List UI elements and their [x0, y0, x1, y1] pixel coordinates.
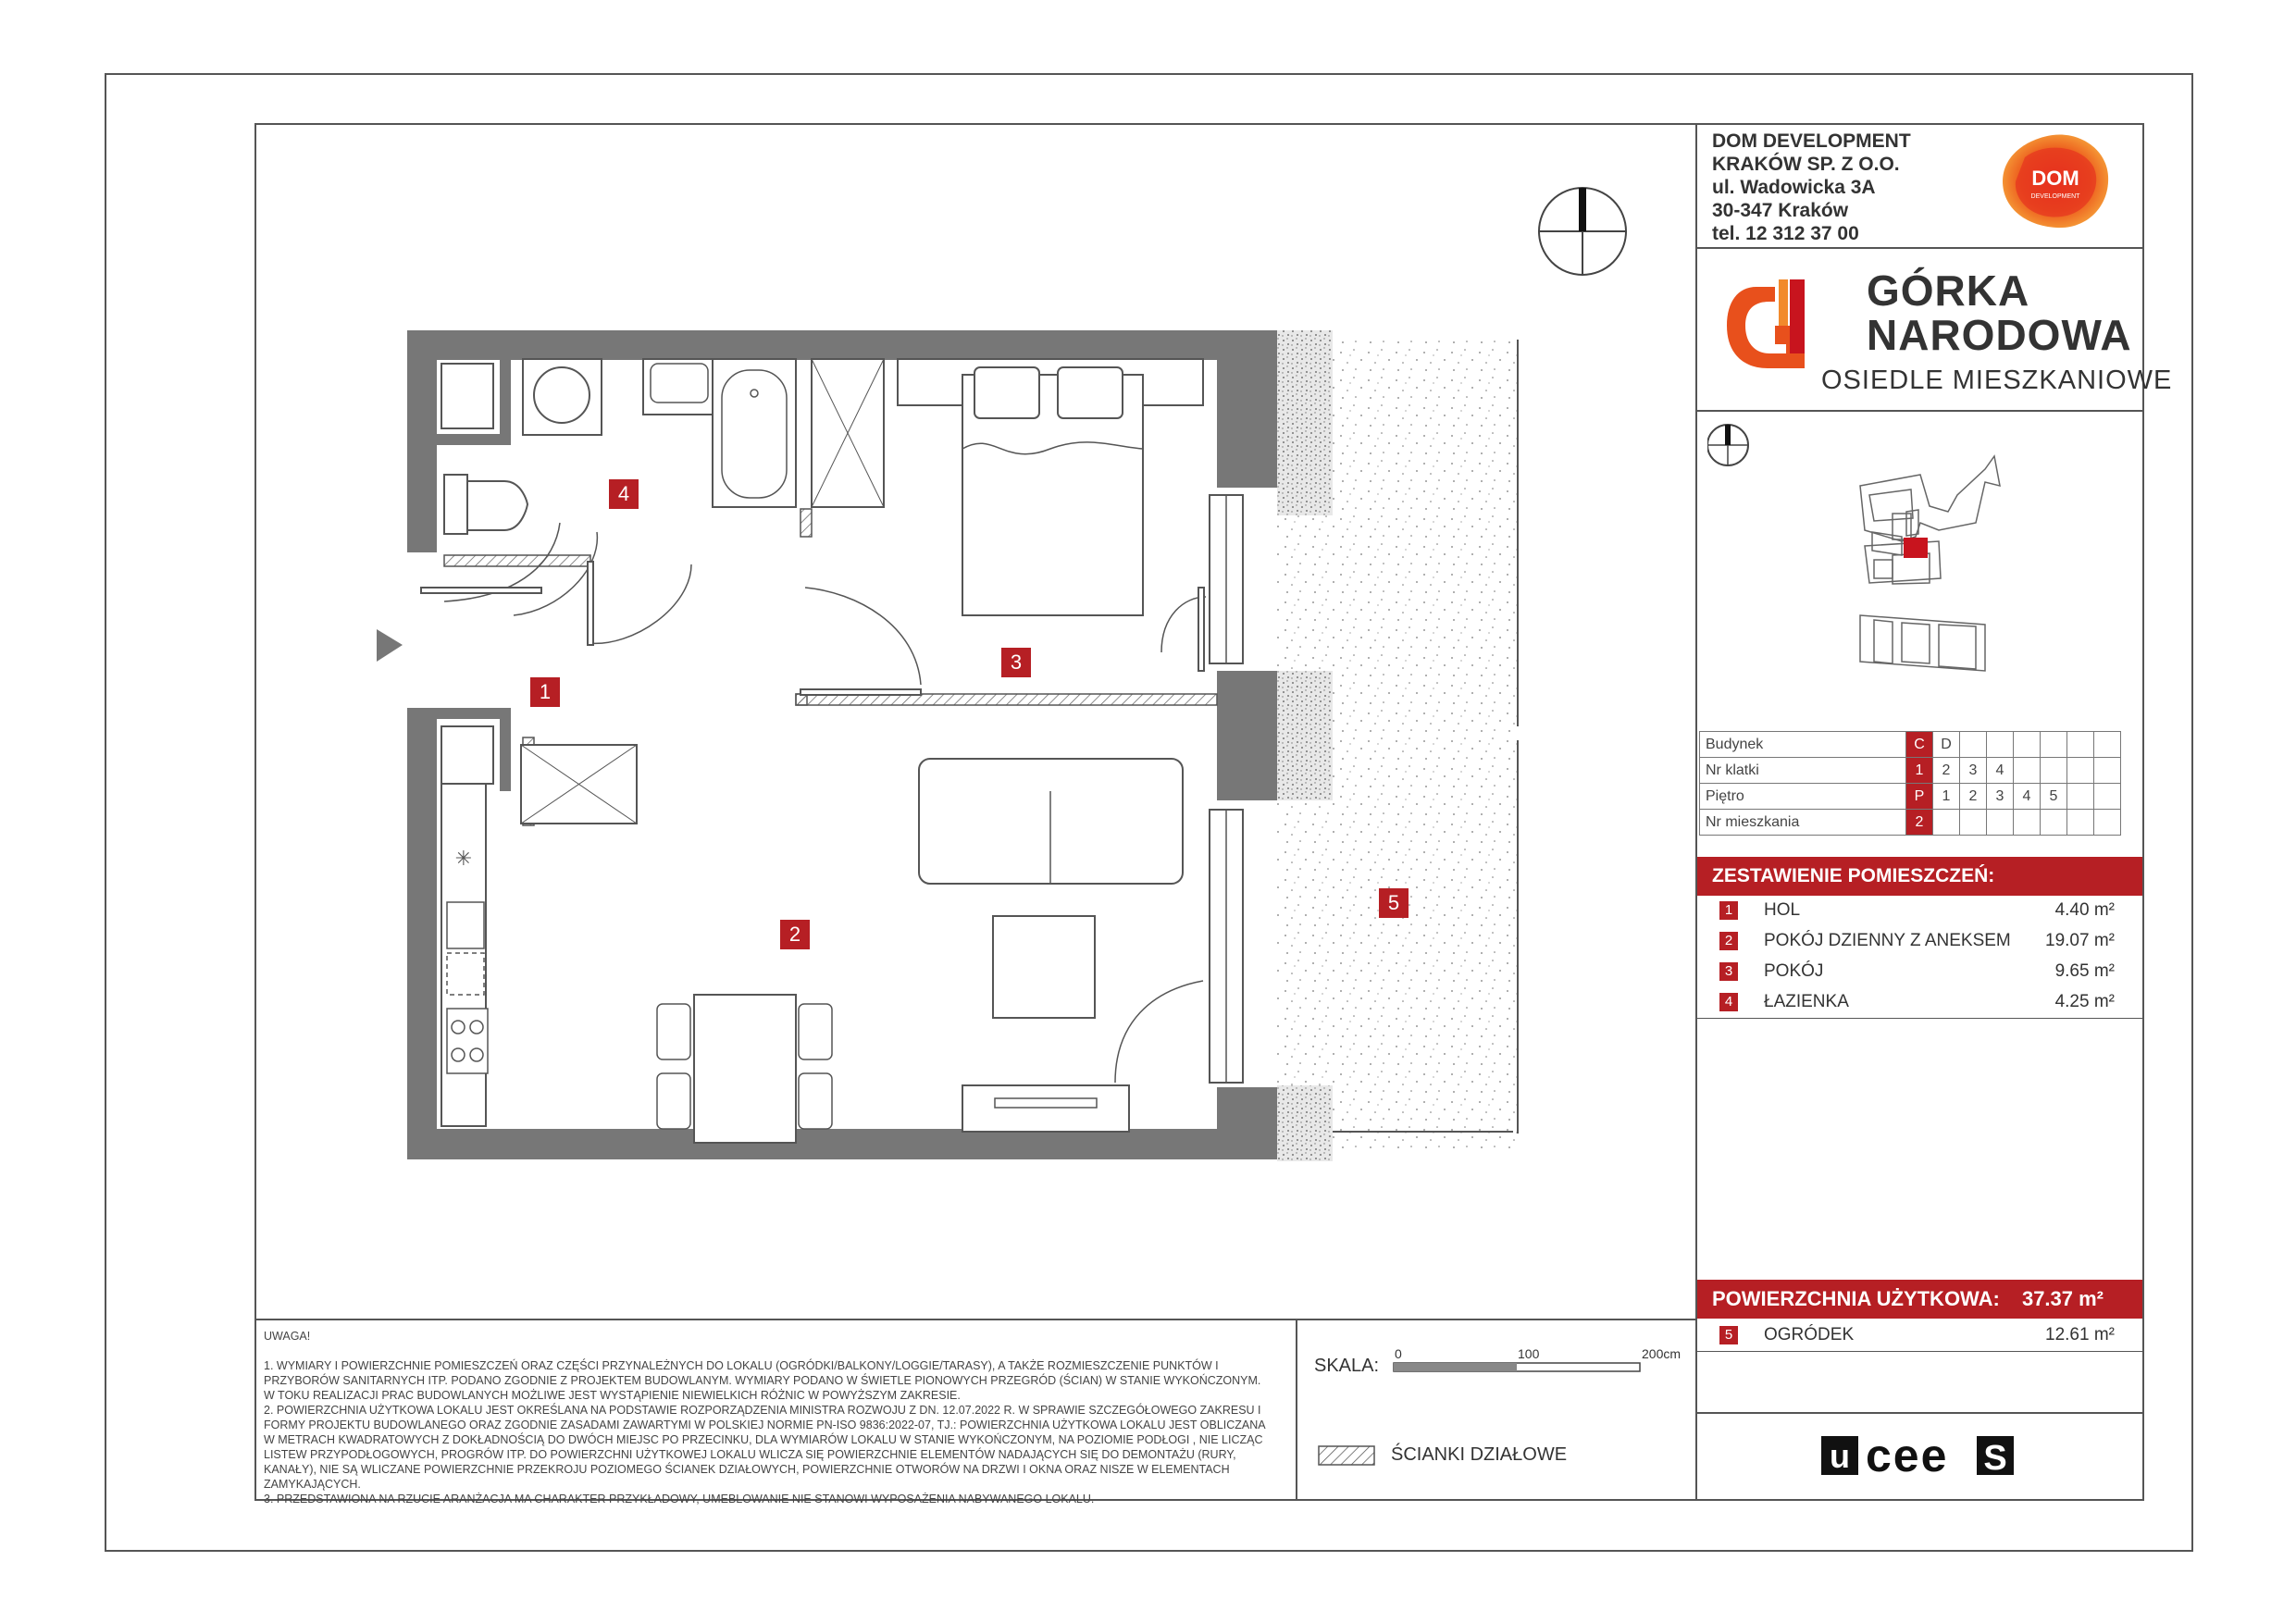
- project-title-line2: NARODOWA: [1867, 311, 2132, 359]
- room-area: 4.25 m²: [2054, 992, 2115, 1011]
- table-cell: 1: [1906, 758, 1933, 784]
- table-cell: [2067, 784, 2094, 810]
- scale-bar: [1393, 1360, 1643, 1375]
- plan-room-label: 3: [1001, 648, 1031, 677]
- svg-text:u: u: [1830, 1437, 1850, 1475]
- room-row: [1712, 926, 2133, 957]
- row-label: Nr mieszkania: [1700, 810, 1906, 836]
- room-row: [1712, 987, 2133, 1018]
- scale-tick: 200cm: [1642, 1346, 1682, 1361]
- table-cell: 5: [2041, 784, 2067, 810]
- table-row: [1700, 784, 2121, 810]
- table-cell: [1987, 810, 2014, 836]
- rooms-header: ZESTAWIENIE POMIESZCZEŃ:: [1697, 857, 2142, 896]
- table-cell: 3: [1987, 784, 2014, 810]
- table-cell: [2041, 758, 2067, 784]
- company-line: ul. Wadowicka 3A: [1712, 177, 1876, 198]
- room-area: 4.40 m²: [2054, 900, 2115, 920]
- ucees-logo-text: [2023, 1432, 2024, 1433]
- svg-text:✳: ✳: [454, 848, 473, 871]
- dom-logo-subtext: DEVELOPMENT: [2030, 193, 2080, 200]
- svg-text:cee: cee: [1866, 1432, 1949, 1479]
- garden-area: [1277, 330, 1518, 1161]
- room-name: HOL: [1764, 900, 1801, 920]
- notes-legend-divider: [1296, 1319, 1297, 1501]
- room-number: 2: [1719, 932, 1738, 950]
- total-area-label: POWIERZCHNIA UŻYTKOWA:: [1712, 1287, 2000, 1310]
- sidebar-line-3: [1695, 1412, 2144, 1414]
- row-label: Budynek: [1700, 732, 1906, 758]
- table-cell: [1933, 810, 1960, 836]
- table-cell: [2094, 784, 2121, 810]
- sidebar-line-2: [1695, 410, 2144, 412]
- note-item: 2. POWIERZCHNIA UŻYTKOWA LOKALU JEST OKREŚLANA NA PODSTAWIE ROZPORZĄDZENIA MINISTRA ROZWOJU Z DN. 12.07.2022 R. W SPRAWIE SZCZEGÓŁOWEGO ZAKRESU I FORMY PROJEKTU BUDOWLANEGO ORAZ ZGODNIE ZASADAMI ZAWARTYMI W POLSKIEJ NORMIE PN-ISO 9836:2022-07, TJ.: POWIERZCHNIA UŻYTKOWA LOKALU JEST OBLICZANA W METRACH KWADRATOWYCH Z DOKŁADNOŚCIĄ DO DWÓCH MIEJSC PO PRZECINKU, DLA WYMIARÓW LOKALU W STANIE WYKOŃCZONYM, NA POZIOMIE PODŁOGI , NIE LICZĄC LISTEW PRZYPODŁOGOWYCH, PROGRÓW ITP. DO POWIERZCHNI UŻYTKOWEJ LOKALU WLICZA SIĘ POWIERZCHNIE ELEMENTÓW NADAJĄCYCH SIĘ DO DEMONTAŻU (RURY, KANAŁY), NIE SĄ WLICZANE POWIERZCHNIE PRZEKROJU POZIOMEGO ŚCIANEK DZIAŁOWYCH, POWIERZCHNIE OTWORÓW NA DRZWI I OKNA ORAZ NISZE W ELEMENTACH ZAMYKAJĄCYCH.: [264, 1404, 1265, 1491]
- table-cell: 4: [1987, 758, 2014, 784]
- garden-bottom-line: [1697, 1351, 2142, 1352]
- table-cell: 2: [1960, 784, 1987, 810]
- company-line: 30-347 Kraków: [1712, 200, 1849, 221]
- table-cell: [2067, 810, 2094, 836]
- scale-label: SKALA:: [1314, 1356, 1380, 1376]
- partition-wall-legend-swatch: [1318, 1445, 1375, 1466]
- table-cell: [2014, 810, 2041, 836]
- room-name: POKÓJ: [1764, 961, 1824, 981]
- company-address: [1712, 130, 2008, 245]
- table-cell: 4: [2014, 784, 2041, 810]
- table-cell: [2094, 758, 2121, 784]
- sidebar-line-1: [1695, 247, 2144, 249]
- table-cell: [1960, 810, 1987, 836]
- room-area: 19.07 m²: [2045, 931, 2115, 950]
- room-area: 12.61 m²: [2045, 1325, 2115, 1344]
- table-cell: [2041, 810, 2067, 836]
- north-compass-icon: [1536, 185, 1629, 278]
- note-item: 1. WYMIARY I POWIERZCHNIE POMIESZCZEŃ ORAZ CZĘŚCI PRZYNALEŻNYCH DO LOKALU (OGRÓDKI/BALKONY/LOGGIE/TARASY), A TAKŻE ROZMIESZCZENIE PUNKTÓW I PRZYBORÓW SANITARNYCH ITP. PODANO ZGODNIE Z PROJEKTEM BUDOWLANYM. WYMIARY PODANO W ŚWIETLE PIONOWYCH PRZEGRÓD (ŚCIAN) W STANIE WYKOŃCZONYM. W TOKU REALIZACJI PRAC BUDOWLANYCH MOŻLIWE JEST WYSTĄPIENIE NIEWIELKICH RÓŻNIC W POWYŻSZYM ZAKRESIE.: [264, 1359, 1261, 1402]
- table-cell: 3: [1960, 758, 1987, 784]
- table-row: [1700, 810, 2121, 836]
- table-cell: P: [1906, 784, 1933, 810]
- table-cell: [2094, 732, 2121, 758]
- table-row: [1700, 732, 2121, 758]
- plan-room-label: 4: [609, 479, 639, 509]
- table-cell: 1: [1933, 784, 1960, 810]
- gorka-narodowa-logo-mark: [1719, 268, 1831, 389]
- project-title: [1867, 268, 2132, 357]
- table-cell: [2041, 732, 2067, 758]
- table-cell: 2: [1933, 758, 1960, 784]
- floor-plan: [366, 319, 1532, 1171]
- row-label: Piętro: [1700, 784, 1906, 810]
- table-cell: [2094, 810, 2121, 836]
- room-row: [1712, 957, 2133, 987]
- legend-label: ŚCIANKI DZIAŁOWE: [1391, 1444, 1568, 1465]
- company-line: DOM DEVELOPMENT: [1712, 130, 1911, 152]
- table-cell: [2014, 732, 2041, 758]
- project-title-line1: GÓRKA: [1867, 266, 2030, 315]
- room-number: 3: [1719, 962, 1738, 981]
- room-area: 9.65 m²: [2054, 961, 2115, 981]
- plan-room-label: 1: [530, 677, 560, 707]
- company-line: KRAKÓW SP. Z O.O.: [1712, 154, 1900, 175]
- room-number: 5: [1719, 1326, 1738, 1344]
- room-name: OGRÓDEK: [1764, 1325, 1855, 1344]
- table-cell: [2014, 758, 2041, 784]
- table-cell: [2067, 758, 2094, 784]
- room-number: 1: [1719, 901, 1738, 920]
- total-area-bar: [1697, 1280, 2142, 1319]
- plan-room-label: 5: [1379, 888, 1409, 918]
- scale-tick: 0: [1395, 1346, 1402, 1361]
- dom-development-logo: [1997, 130, 2114, 233]
- company-line: tel. 12 312 37 00: [1712, 223, 1859, 244]
- garden-row: [1712, 1320, 2133, 1351]
- plan-room-label: 2: [780, 920, 810, 949]
- notes-block: [264, 1329, 1272, 1506]
- room-name: POKÓJ DZIENNY Z ANEKSEM: [1764, 931, 2011, 950]
- svg-text:S: S: [1983, 1439, 2007, 1478]
- location-table: [1699, 731, 2121, 836]
- table-row: [1700, 758, 2121, 784]
- table-cell: [1987, 732, 2014, 758]
- room-row: [1712, 896, 2133, 926]
- table-cell: D: [1933, 732, 1960, 758]
- scale-tick: 100: [1518, 1346, 1540, 1361]
- rooms-bottom-line: [1697, 1018, 2142, 1019]
- project-subtitle: OSIEDLE MIESZKANIOWE: [1821, 365, 2173, 395]
- row-label: Nr klatki: [1700, 758, 1906, 784]
- table-cell: [1960, 732, 1987, 758]
- ucees-logo: [1819, 1432, 2023, 1479]
- site-key-plan: [1707, 421, 2142, 699]
- note-item: 3. PRZEDSTAWIONA NA RZUCIE ARANŻACJA MA CHARAKTER PRZYKŁADOWY, UMEBLOWANIE NIE STANOWI WYPOSAŻENIA NABYWANEGO LOKALU.: [264, 1493, 1095, 1505]
- room-number: 4: [1719, 993, 1738, 1011]
- table-cell: [2067, 732, 2094, 758]
- room-name: ŁAZIENKA: [1764, 992, 1849, 1011]
- table-cell: 2: [1906, 810, 1933, 836]
- table-cell: C: [1906, 732, 1933, 758]
- dom-logo-text: DOM: [2031, 167, 2079, 190]
- notes-divider: [254, 1319, 1697, 1320]
- total-area-value: 37.37 m²: [2021, 1287, 2104, 1310]
- notes-heading: UWAGA!: [264, 1330, 311, 1343]
